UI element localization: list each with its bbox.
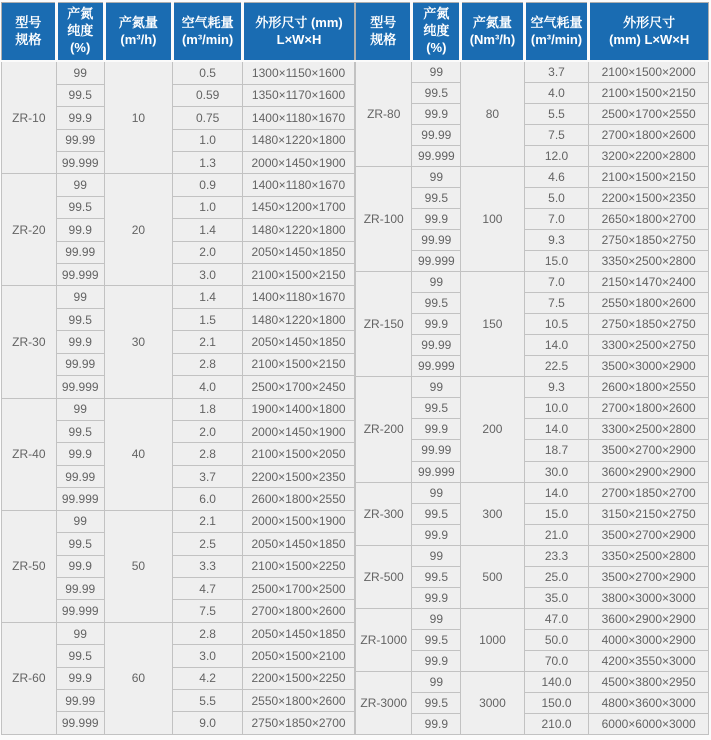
dimensions-cell: 2500×1700×2550 [589,104,709,125]
air-consumption-cell: 21.0 [524,524,589,545]
dimensions-cell: 2550×1800×2600 [589,293,709,314]
purity-cell: 99.99 [412,440,461,461]
air-consumption-cell: 7.5 [173,600,243,622]
header-line: 纯度 [423,23,450,39]
output-cell: 200 [461,377,525,482]
table-row [356,545,709,566]
air-consumption-cell: 210.0 [524,713,589,734]
purity-cell: 99.9 [412,650,461,671]
output-cell: 20 [104,174,172,286]
dimensions-cell: 3350×2500×2800 [589,545,709,566]
purity-cell: 99.9 [56,107,104,129]
dimensions-cell: 2050×1450×1850 [243,331,355,353]
header-cell-air-consumption [173,3,243,62]
purity-cell: 99 [56,622,104,644]
output-cell: 40 [104,398,172,510]
air-consumption-cell: 7.5 [524,293,589,314]
air-consumption-cell: 2.0 [173,241,243,263]
table-row [356,377,709,398]
dimensions-cell: 3500×2700×2900 [589,524,709,545]
purity-cell: 99 [412,482,461,503]
purity-cell: 99.5 [412,566,461,587]
dimensions-cell: 2100×1500×2250 [243,555,355,577]
model-cell: ZR-60 [2,622,57,734]
purity-cell: 99.9 [412,713,461,734]
purity-cell: 99.999 [56,151,104,173]
table-row [2,510,355,532]
purity-cell: 99.5 [56,196,104,218]
table-row [2,398,355,420]
dimensions-cell: 3800×3000×3000 [589,587,709,608]
air-consumption-cell: 1.5 [173,308,243,330]
table-row [2,286,355,308]
air-consumption-cell: 25.0 [524,566,589,587]
purity-cell: 99.9 [412,209,461,230]
purity-cell: 99.99 [56,353,104,375]
air-consumption-cell: 3.7 [524,61,589,83]
purity-cell: 99.999 [56,712,104,735]
air-consumption-cell: 30.0 [524,461,589,482]
purity-cell: 99.99 [56,465,104,487]
dimensions-cell: 3500×2700×2900 [589,440,709,461]
purity-cell: 99.9 [412,587,461,608]
header-cell-model [2,3,57,62]
air-consumption-cell: 1.8 [173,398,243,420]
header-line: 型号 [15,14,42,30]
air-consumption-cell: 1.3 [173,151,243,173]
output-cell: 50 [104,510,172,622]
air-consumption-cell: 1.4 [173,219,243,241]
dimensions-cell: 2750×1850×2700 [243,712,355,735]
model-cell: ZR-50 [2,510,57,622]
purity-cell: 99.999 [56,264,104,286]
model-cell: ZR-500 [356,545,412,608]
air-consumption-cell: 150.0 [524,692,589,713]
purity-cell: 99 [412,167,461,188]
dimensions-cell: 1400×1180×1670 [243,174,355,196]
purity-cell: 99.999 [412,461,461,482]
purity-cell: 99 [56,61,104,84]
purity-cell: 99.999 [56,488,104,510]
spec-table-right [355,2,709,735]
purity-cell: 99.999 [412,251,461,272]
model-cell: ZR-300 [356,482,412,545]
purity-cell: 99.9 [56,667,104,689]
dimensions-cell: 2050×1450×1850 [243,533,355,555]
dimensions-cell: 2100×1500×2150 [243,264,355,286]
air-consumption-cell: 7.5 [524,125,589,146]
table-row [2,174,355,196]
header-line: L×W×H [276,31,322,47]
air-consumption-cell: 15.0 [524,503,589,524]
output-cell: 80 [461,61,525,167]
table-row [356,272,709,293]
spec-tables-container [1,2,710,735]
air-consumption-cell: 2.0 [173,421,243,443]
purity-cell: 99.9 [412,419,461,440]
output-cell: 300 [461,482,525,545]
purity-cell: 99.9 [412,314,461,335]
header-cell-output [461,3,525,62]
table-header-left [2,3,355,62]
header-line: 型号 [370,14,397,30]
table-body-left [2,61,355,735]
header-line: 外形尺寸 (mm) [255,14,343,30]
air-consumption-cell: 9.0 [173,712,243,735]
air-consumption-cell: 4.7 [173,577,243,599]
air-consumption-cell: 47.0 [524,608,589,629]
model-cell: ZR-3000 [356,671,412,734]
air-consumption-cell: 6.0 [173,488,243,510]
header-cell-purity [56,3,104,62]
air-consumption-cell: 15.0 [524,251,589,272]
table-row [356,482,709,503]
header-row [356,3,709,62]
air-consumption-cell: 4.0 [173,376,243,398]
air-consumption-cell: 14.0 [524,335,589,356]
air-consumption-cell: 2.8 [173,622,243,644]
table-row [356,608,709,629]
model-cell: ZR-30 [2,286,57,398]
purity-cell: 99.99 [56,577,104,599]
header-line: (m³/min) [530,31,583,47]
output-cell: 30 [104,286,172,398]
air-consumption-cell: 2.5 [173,533,243,555]
header-cell-air-consumption [524,3,589,62]
header-line: (mm) L×W×H [609,31,690,47]
dimensions-cell: 1480×1220×1800 [243,308,355,330]
dimensions-cell: 1400×1180×1670 [243,286,355,308]
header-line: 外形尺寸 [623,14,676,30]
dimensions-cell: 2700×1800×2600 [243,600,355,622]
header-line: 纯度 [67,23,94,39]
model-cell: ZR-10 [2,61,57,174]
header-line: (m³/min) [181,31,234,47]
dimensions-cell: 2100×1500×2150 [589,83,709,104]
purity-cell: 99.5 [412,398,461,419]
air-consumption-cell: 9.3 [524,377,589,398]
purity-cell: 99.999 [412,146,461,167]
model-cell: ZR-20 [2,174,57,286]
dimensions-cell: 3300×2500×2800 [589,419,709,440]
dimensions-cell: 1300×1150×1600 [243,61,355,84]
dimensions-cell: 3500×2700×2900 [589,566,709,587]
dimensions-cell: 1400×1180×1670 [243,107,355,129]
dimensions-cell: 2700×1800×2600 [589,125,709,146]
purity-cell: 99 [412,272,461,293]
output-cell: 3000 [461,671,525,734]
dimensions-cell: 2150×1470×2400 [589,272,709,293]
air-consumption-cell: 2.1 [173,510,243,532]
model-cell: ZR-80 [356,61,412,167]
header-line: (m³/h) [120,31,157,47]
model-cell: ZR-200 [356,377,412,482]
purity-cell: 99.9 [412,524,461,545]
purity-cell: 99.5 [412,188,461,209]
dimensions-cell: 2600×1800×2550 [243,488,355,510]
dimensions-cell: 4500×3800×2950 [589,671,709,692]
air-consumption-cell: 5.5 [173,690,243,712]
output-cell: 10 [104,61,172,174]
purity-cell: 99 [412,377,461,398]
purity-cell: 99.9 [412,104,461,125]
air-consumption-cell: 4.6 [524,167,589,188]
air-consumption-cell: 5.5 [524,104,589,125]
purity-cell: 99.5 [56,308,104,330]
purity-cell: 99 [412,545,461,566]
header-cell-purity [412,3,461,62]
purity-cell: 99 [56,510,104,532]
header-cell-dimensions [589,3,709,62]
air-consumption-cell: 70.0 [524,650,589,671]
air-consumption-cell: 7.0 [524,272,589,293]
air-consumption-cell: 23.3 [524,545,589,566]
dimensions-cell: 2700×1800×2600 [589,398,709,419]
header-line: 产氮量 [118,14,158,30]
purity-cell: 99.99 [412,335,461,356]
dimensions-cell: 2000×1450×1900 [243,151,355,173]
purity-cell: 99.5 [412,83,461,104]
header-line: 规格 [15,31,42,47]
dimensions-cell: 2000×1450×1900 [243,421,355,443]
purity-cell: 99.5 [412,293,461,314]
dimensions-cell: 1900×1400×1800 [243,398,355,420]
header-line: 产氮 [67,6,94,22]
air-consumption-cell: 1.4 [173,286,243,308]
purity-cell: 99.5 [56,533,104,555]
air-consumption-cell: 2.8 [173,443,243,465]
dimensions-cell: 1450×1200×1700 [243,196,355,218]
air-consumption-cell: 10.0 [524,398,589,419]
dimensions-cell: 2050×1450×1850 [243,241,355,263]
air-consumption-cell: 1.0 [173,129,243,151]
dimensions-cell: 2700×1850×2700 [589,482,709,503]
air-consumption-cell: 0.9 [173,174,243,196]
air-consumption-cell: 4.2 [173,667,243,689]
purity-cell: 99.5 [56,84,104,106]
dimensions-cell: 2200×1500×2350 [243,465,355,487]
dimensions-cell: 2600×1800×2550 [589,377,709,398]
dimensions-cell: 2000×1500×1900 [243,510,355,532]
dimensions-cell: 4200×3550×3000 [589,650,709,671]
air-consumption-cell: 2.8 [173,353,243,375]
model-cell: ZR-100 [356,167,412,272]
dimensions-cell: 3500×3000×2900 [589,356,709,377]
air-consumption-cell: 7.0 [524,209,589,230]
air-consumption-cell: 3.0 [173,264,243,286]
header-line: 空气耗量 [530,14,583,30]
output-cell: 500 [461,545,525,608]
model-cell: ZR-150 [356,272,412,377]
dimensions-cell: 2200×1500×2350 [589,188,709,209]
purity-cell: 99 [412,61,461,83]
header-line: (Nm³/h) [469,31,516,47]
air-consumption-cell: 3.3 [173,555,243,577]
purity-cell: 99.5 [412,629,461,650]
header-line: (%) [70,39,91,55]
table-row [356,671,709,692]
purity-cell: 99.999 [56,600,104,622]
purity-cell: 99.99 [412,230,461,251]
dimensions-cell: 2500×1700×2450 [243,376,355,398]
dimensions-cell: 2050×1500×2100 [243,645,355,667]
purity-cell: 99.5 [56,645,104,667]
air-consumption-cell: 12.0 [524,146,589,167]
air-consumption-cell: 18.7 [524,440,589,461]
header-cell-dimensions [243,3,355,62]
air-consumption-cell: 3.0 [173,645,243,667]
dimensions-cell: 2050×1450×1850 [243,622,355,644]
dimensions-cell: 3200×2200×2800 [589,146,709,167]
dimensions-cell: 3600×2900×2900 [589,461,709,482]
output-cell: 60 [104,622,172,734]
air-consumption-cell: 3.7 [173,465,243,487]
output-cell: 150 [461,272,525,377]
purity-cell: 99.5 [412,503,461,524]
dimensions-cell: 4000×3000×2900 [589,629,709,650]
dimensions-cell: 3300×2500×2750 [589,335,709,356]
air-consumption-cell: 0.59 [173,84,243,106]
model-cell: ZR-1000 [356,608,412,671]
air-consumption-cell: 14.0 [524,419,589,440]
air-consumption-cell: 50.0 [524,629,589,650]
air-consumption-cell: 10.5 [524,314,589,335]
dimensions-cell: 2500×1700×2500 [243,577,355,599]
purity-cell: 99.9 [56,331,104,353]
table-row [2,622,355,644]
dimensions-cell: 2100×1500×2000 [589,61,709,83]
air-consumption-cell: 140.0 [524,671,589,692]
purity-cell: 99.99 [56,129,104,151]
header-line: 空气耗量 [181,14,234,30]
air-consumption-cell: 4.0 [524,83,589,104]
air-consumption-cell: 1.0 [173,196,243,218]
header-cell-output [104,3,172,62]
purity-cell: 99.999 [56,376,104,398]
dimensions-cell: 2100×1500×2050 [243,443,355,465]
purity-cell: 99.9 [56,443,104,465]
dimensions-cell: 2550×1800×2600 [243,690,355,712]
air-consumption-cell: 22.5 [524,356,589,377]
air-consumption-cell: 9.3 [524,230,589,251]
model-cell: ZR-40 [2,398,57,510]
air-consumption-cell: 0.5 [173,61,243,84]
table-row [2,61,355,84]
dimensions-cell: 1480×1220×1800 [243,219,355,241]
air-consumption-cell: 0.75 [173,107,243,129]
dimensions-cell: 1480×1220×1800 [243,129,355,151]
dimensions-cell: 2100×1500×2150 [589,167,709,188]
dimensions-cell: 3600×2900×2900 [589,608,709,629]
air-consumption-cell: 35.0 [524,587,589,608]
air-consumption-cell: 5.0 [524,188,589,209]
air-consumption-cell: 14.0 [524,482,589,503]
dimensions-cell: 3150×2150×2750 [589,503,709,524]
header-line: (%) [426,39,447,55]
dimensions-cell: 1350×1170×1600 [243,84,355,106]
output-cell: 1000 [461,608,525,671]
header-line: 产氮 [423,6,450,22]
dimensions-cell: 2750×1850×2750 [589,230,709,251]
dimensions-cell: 2750×1850×2750 [589,314,709,335]
purity-cell: 99.5 [412,692,461,713]
dimensions-cell: 2200×1500×2250 [243,667,355,689]
header-row [2,3,355,62]
purity-cell: 99.9 [56,219,104,241]
output-cell: 100 [461,167,525,272]
dimensions-cell: 2100×1500×2150 [243,353,355,375]
header-line: 规格 [370,31,397,47]
spec-table-left [1,2,355,735]
purity-cell: 99 [56,286,104,308]
purity-cell: 99.99 [412,125,461,146]
purity-cell: 99 [412,608,461,629]
dimensions-cell: 2650×1800×2700 [589,209,709,230]
dimensions-cell: 4800×3600×3000 [589,692,709,713]
table-header-right [356,3,709,62]
dimensions-cell: 6000×6000×3000 [589,713,709,734]
purity-cell: 99.5 [56,421,104,443]
dimensions-cell: 3350×2500×2800 [589,251,709,272]
header-line: 产氮量 [472,14,512,30]
purity-cell: 99 [412,671,461,692]
purity-cell: 99.99 [56,690,104,712]
purity-cell: 99 [56,174,104,196]
purity-cell: 99.99 [56,241,104,263]
air-consumption-cell: 2.1 [173,331,243,353]
purity-cell: 99.9 [56,555,104,577]
table-body-right [356,61,709,735]
purity-cell: 99.999 [412,356,461,377]
purity-cell: 99 [56,398,104,420]
header-cell-model [356,3,412,62]
table-row [356,61,709,83]
table-row [356,167,709,188]
